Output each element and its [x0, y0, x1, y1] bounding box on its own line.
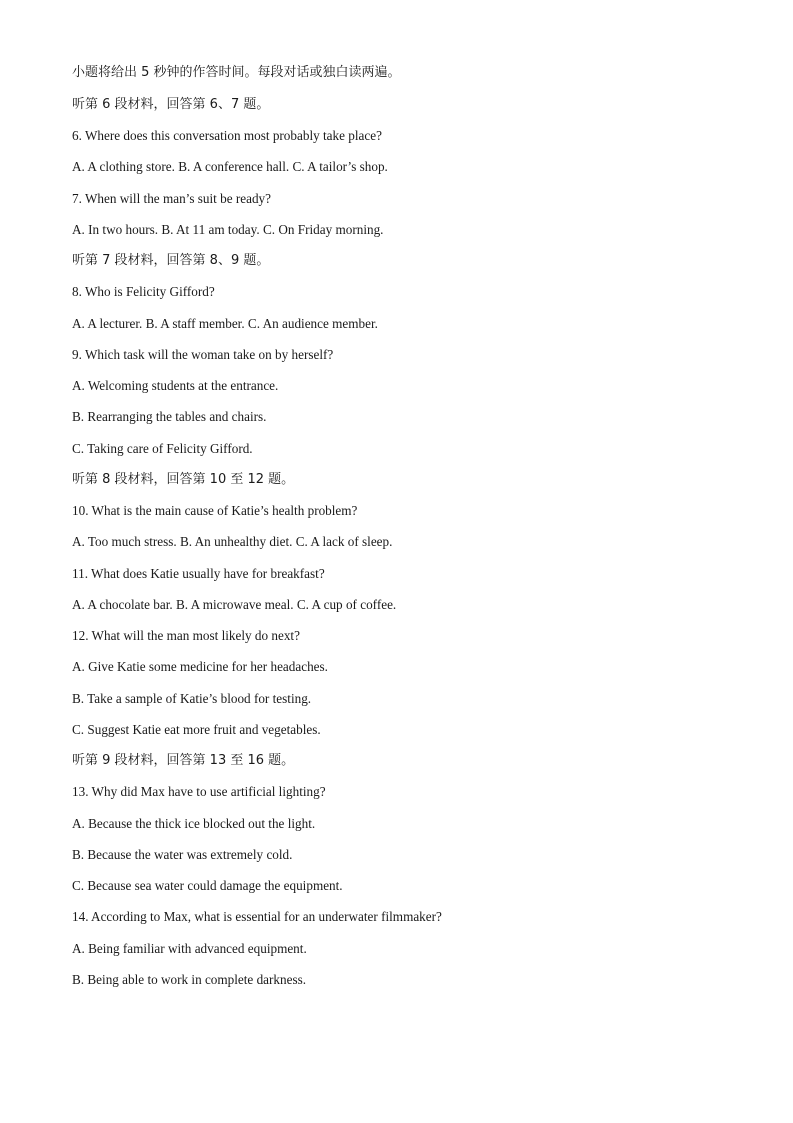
- section-heading: 听第 7 段材料，回答第 8、9 题。: [72, 253, 270, 268]
- question-6-options: A. A clothing store. B. A conference hall. C. A tailor’s shop.: [72, 159, 388, 174]
- section-heading: 听第 6 段材料，回答第 6、7 题。: [72, 97, 270, 112]
- question-13: 13. Why did Max have to use artificial lighting?: [72, 784, 326, 799]
- question-13-option-c: C. Because sea water could damage the equipment.: [72, 878, 343, 893]
- question-11-options: A. A chocolate bar. B. A microwave meal. C. A cup of coffee.: [72, 597, 397, 612]
- question-9: 9. Which task will the woman take on by herself?: [72, 347, 334, 362]
- section-heading: 听第 9 段材料，回答第 13 至 16 题。: [72, 753, 295, 768]
- question-9-option-a: A. Welcoming students at the entrance.: [72, 378, 279, 393]
- question-7-options: A. In two hours. B. At 11 am today. C. On Friday morning.: [72, 222, 384, 237]
- question-8: 8. Who is Felicity Gifford?: [72, 284, 215, 299]
- question-14: 14. According to Max, what is essential for an underwater filmmaker?: [72, 909, 442, 924]
- question-7: 7. When will the man’s suit be ready?: [72, 191, 271, 206]
- question-6: 6. Where does this conversation most probably take place?: [72, 128, 382, 143]
- question-12-option-a: A. Give Katie some medicine for her headaches.: [72, 659, 328, 674]
- question-14-option-b: B. Being able to work in complete darkness.: [72, 972, 307, 987]
- question-13-option-b: B. Because the water was extremely cold.: [72, 847, 293, 862]
- question-10-options: A. Too much stress. B. An unhealthy diet. C. A lack of sleep.: [72, 534, 393, 549]
- question-12-option-c: C. Suggest Katie eat more fruit and vegetables.: [72, 722, 321, 737]
- question-10: 10. What is the main cause of Katie’s health problem?: [72, 503, 358, 518]
- question-14-option-a: A. Being familiar with advanced equipment.: [72, 941, 307, 956]
- section-heading: 听第 8 段材料，回答第 10 至 12 题。: [72, 472, 295, 487]
- question-9-option-b: B. Rearranging the tables and chairs.: [72, 409, 267, 424]
- question-12-option-b: B. Take a sample of Katie’s blood for testing.: [72, 691, 312, 706]
- question-11: 11. What does Katie usually have for breakfast?: [72, 566, 325, 581]
- instruction-line: 小题将给出 5 秒钟的作答时间。每段对话或独白读两遍。: [72, 65, 401, 80]
- question-8-options: A. A lecturer. B. A staff member. C. An audience member.: [72, 316, 378, 331]
- question-9-option-c: C. Taking care of Felicity Gifford.: [72, 441, 253, 456]
- question-12: 12. What will the man most likely do next?: [72, 628, 300, 643]
- question-13-option-a: A. Because the thick ice blocked out the light.: [72, 816, 316, 831]
